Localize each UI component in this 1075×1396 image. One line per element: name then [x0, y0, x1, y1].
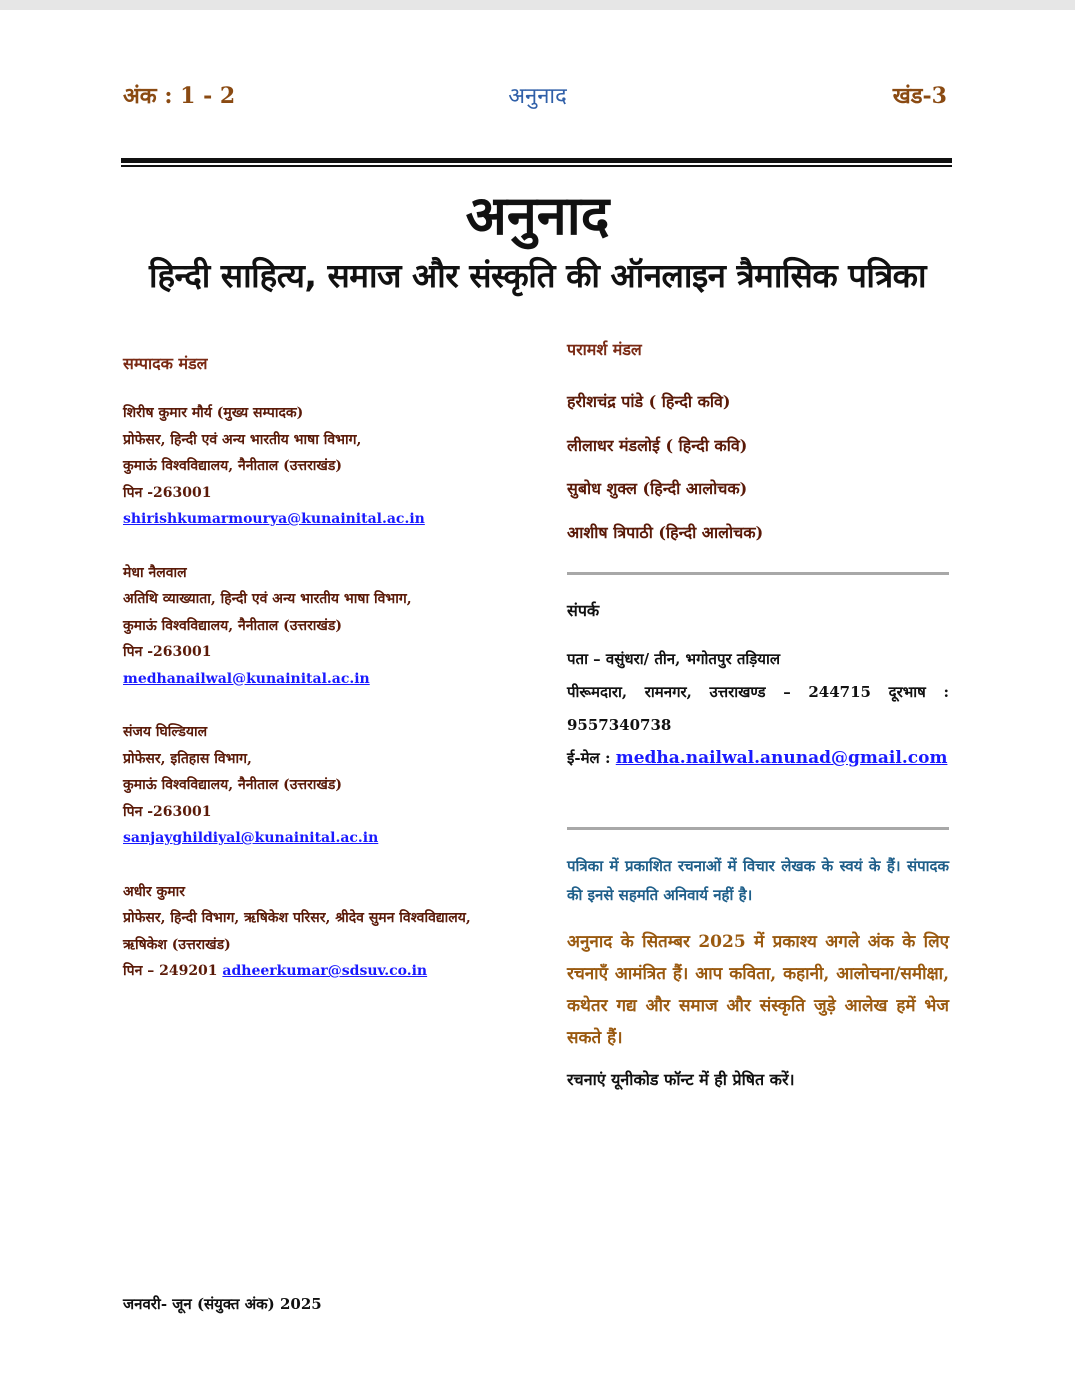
address-word: पीरूमदारा, [567, 683, 628, 701]
editor-email-link[interactable]: sanjayghildiyal@kunainital.ac.in [123, 830, 379, 846]
address-word: – [783, 683, 791, 701]
address-word: : [943, 683, 949, 701]
editor-position: प्रोफेसर, इतिहास विभाग, [123, 750, 252, 767]
contact-address: पता – वसुंधरा/ तीन, भगोतपुर तड़ियाल [567, 650, 781, 668]
address-word: रामनगर, [644, 683, 692, 701]
masthead-subtitle: हिन्दी साहित्य, समाज और संस्कृति की ऑनलाइन त्रैमासिक पत्रिका [148, 256, 927, 295]
editor-entry [123, 560, 543, 693]
unicode-font-note: रचनाएं यूनीकोड फॉन्ट में ही प्रेषित करें। [567, 1070, 795, 1089]
editor-pin: पिन -263001 [123, 644, 212, 660]
editor-entry [123, 719, 543, 852]
volume-number: खंड-3 [892, 83, 947, 109]
masthead-title: अनुनाद [465, 184, 610, 247]
contact-email-line [567, 742, 949, 775]
editor-name: मेधा नैलवाल [123, 564, 187, 581]
issue-period-footer: जनवरी- जून (संयुक्त अंक) 2025 [123, 1295, 322, 1313]
editor-email-link[interactable]: medhanailwal@kunainital.ac.in [123, 670, 370, 687]
issue-number: अंक : 1 - 2 [123, 83, 236, 109]
contact-email-link[interactable]: medha.nailwal.anunad@gmail.com [615, 748, 948, 768]
top-bar [0, 0, 1075, 10]
editor-pin: पिन – 249201 [123, 963, 218, 979]
advisory-member: आशीष त्रिपाठी (हिन्दी आलोचक) [567, 522, 764, 542]
submission-invitation: अनुनाद के सितम्बर 2025 में प्रकाश्य अगले अंक के लिए रचनाएँ आमंत्रित हैं। आप कविता, कहानी, आलोचना/समीक्षा, कथेतर गद्य और समाज और संस्कृति जुड़े आलेख हमें भेज सकते हैं। [567, 932, 949, 1048]
editor-university: कुमाऊं विश्वविद्यालय, नैनीताल (उत्तराखंड) [123, 617, 342, 634]
header-rule-thick [121, 158, 952, 163]
editor-position: प्रोफेसर, हिन्दी एवं अन्य भारतीय भाषा विभाग, [123, 431, 362, 448]
disclaimer-note: पत्रिका में प्रकाशित रचनाओं में विचार लेखक के स्वयं के हैं। संपादक की इनसे सहमति अनिवार्य नहीं है। [567, 857, 949, 904]
editorial-board-heading: सम्पादक मंडल [123, 354, 208, 373]
editor-pin-email-line [123, 958, 543, 985]
right-column [567, 338, 949, 1090]
editor-name: अधीर कुमार [123, 883, 186, 900]
editor-university: कुमाऊं विश्वविद्यालय, नैनीताल (उत्तराखंड) [123, 777, 342, 793]
section-divider [567, 827, 949, 830]
email-label: ई-मेल : [567, 749, 611, 767]
editor-pin: पिन -263001 [123, 803, 212, 820]
contact-phone: 9557340738 [567, 716, 672, 734]
editor-entry [123, 400, 543, 533]
editor-email-link[interactable]: adheerkumar@sdsuv.co.in [222, 963, 428, 979]
editor-name: संजय घिल्डियाल [123, 724, 208, 740]
contact-heading: संपर्क [567, 601, 600, 620]
header-journal-name: अनुनाद [508, 84, 567, 109]
address-word: उत्तराखण्ड [709, 683, 766, 701]
editor-pin: पिन -263001 [123, 484, 212, 501]
header-rule-thin [121, 165, 952, 167]
advisory-board-heading: परामर्श मंडल [567, 340, 642, 359]
editor-name: शिरीष कुमार मौर्य (मुख्य सम्पादक) [123, 405, 304, 421]
editor-position: अतिथि व्याख्याता, हिन्दी एवं अन्य भारतीय भाषा विभाग, [123, 591, 412, 607]
address-word: 244715 [808, 683, 871, 701]
section-divider [567, 572, 949, 575]
editor-email-link[interactable]: shirishkumarmourya@kunainital.ac.in [123, 511, 425, 527]
editor-position: प्रोफेसर, हिन्दी विभाग, ऋषिकेश परिसर, श्रीदेव सुमन विश्वविद्यालय, [123, 910, 471, 926]
editor-university: कुमाऊं विश्वविद्यालय, नैनीताल (उत्तराखंड) [123, 458, 342, 474]
editor-university: ऋषिकेश (उत्तराखंड) [123, 936, 231, 953]
editorial-board [123, 352, 543, 1012]
contact-address-line2 [567, 676, 949, 709]
advisory-member: सुबोध शुक्ल (हिन्दी आलोचक) [567, 479, 748, 498]
address-word: दूरभाष [888, 683, 926, 701]
editor-entry [123, 879, 543, 985]
advisory-member: लीलाधर मंडलोई ( हिन्दी कवि) [567, 435, 748, 455]
advisory-member: हरीशचंद्र पांडे ( हिन्दी कवि) [567, 392, 731, 411]
